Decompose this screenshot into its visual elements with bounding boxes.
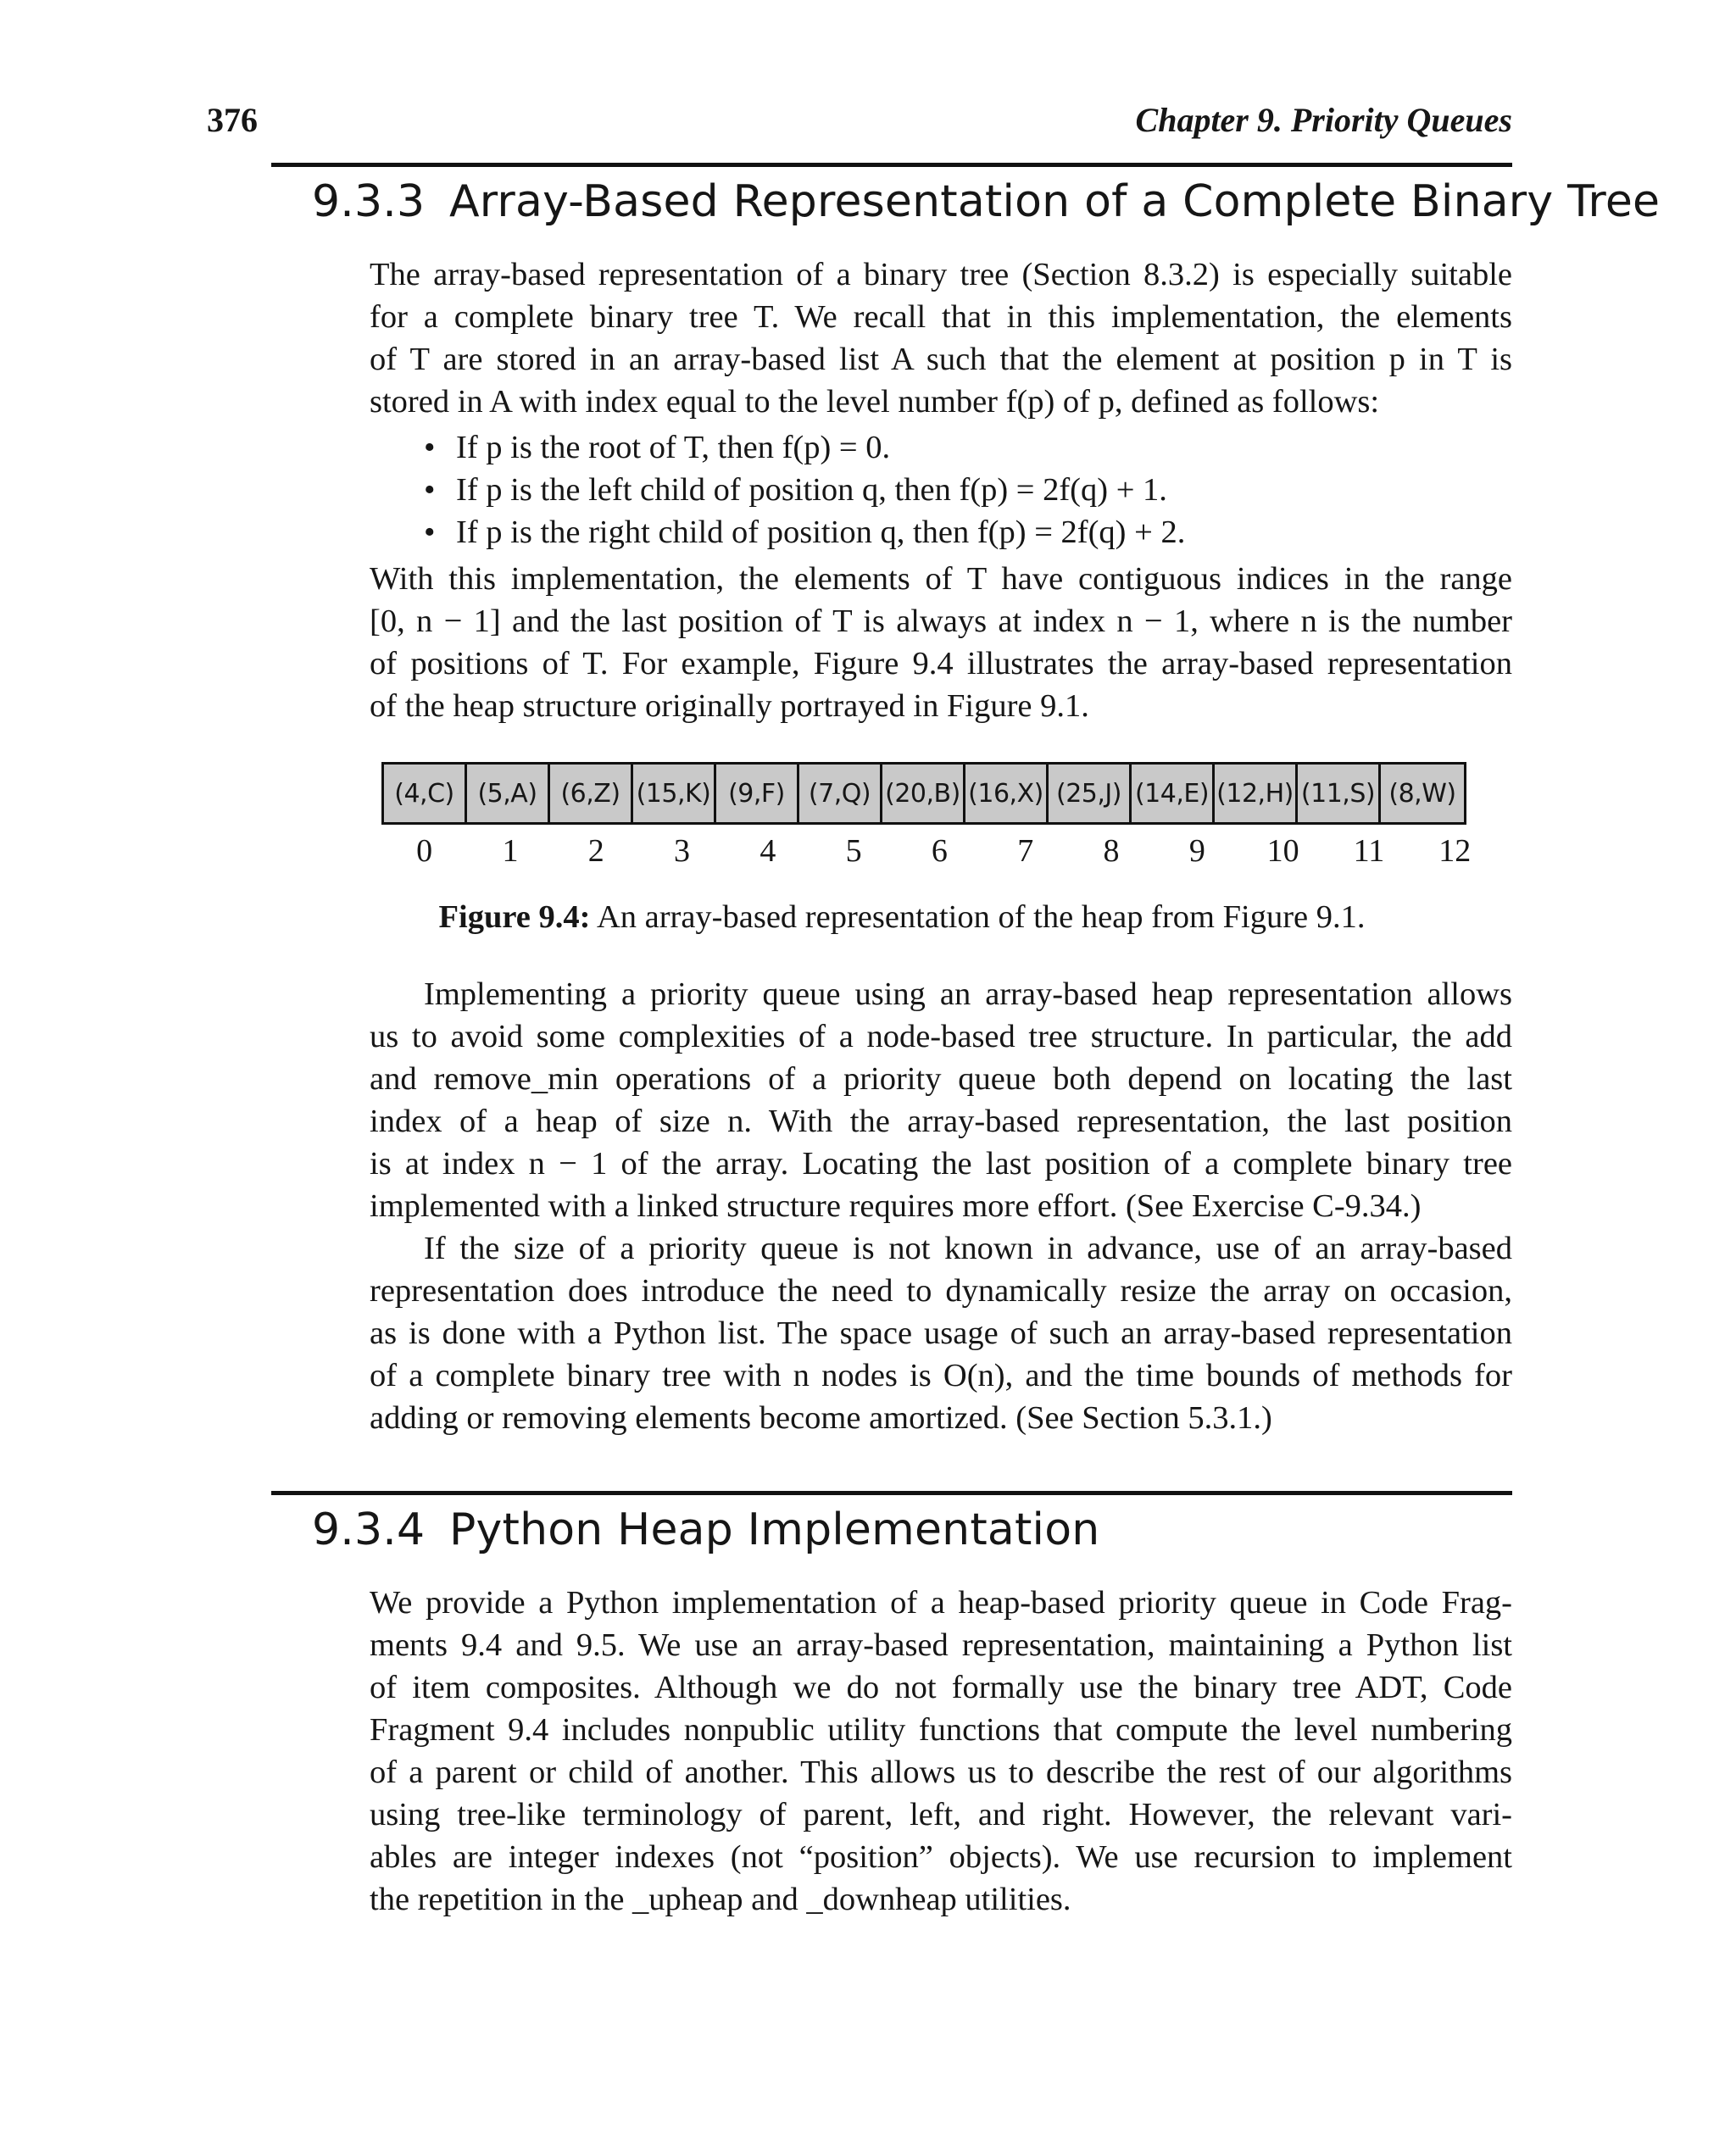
array-index: 12	[1438, 833, 1472, 869]
array-cell: (20,B)	[882, 765, 965, 822]
paragraph-line: If the size of a priority queue is not known in advance, use of an array-based	[424, 1231, 1512, 1266]
paragraph-line: implemented with a linked structure requires more effort. (See Exercise C-9.34.)	[370, 1188, 1422, 1224]
array-index: 6	[931, 833, 948, 869]
array-index: 9	[1188, 833, 1205, 869]
paragraph-line: With this implementation, the elements of T have contiguous indices in the range	[370, 561, 1512, 597]
paragraph-line: of a parent or child of another. This allows us to describe the rest of our algorithms	[370, 1755, 1512, 1790]
array-cell: (5,A)	[467, 765, 550, 822]
array-index: 1	[502, 833, 519, 869]
section-heading-9-3-3	[312, 176, 1660, 227]
section-heading-9-3-4	[312, 1504, 1099, 1555]
paragraph-line: and remove_min operations of a priority queue both depend on locating the last	[370, 1061, 1512, 1097]
page-number: 376	[207, 101, 258, 139]
array-cell: (12,H)	[1215, 765, 1298, 822]
array-index: 4	[760, 833, 776, 869]
array-cell: (25,J)	[1049, 765, 1132, 822]
paragraph-line: [0, n − 1] and the last position of T is always at index n − 1, where n is the number	[370, 603, 1512, 639]
figure-caption	[0, 898, 1736, 936]
array-index-row	[381, 832, 1498, 870]
paragraph-line: stored in A with index equal to the level number f(p) of p, defined as follows:	[370, 384, 1380, 420]
array-index: 0	[416, 833, 433, 869]
bullet-dot: •	[424, 514, 436, 550]
array-cell: (7,Q)	[799, 765, 882, 822]
paragraph-line: The array-based representation of a binary tree (Section 8.3.2) is especially suitable	[370, 257, 1512, 292]
array-index: 3	[674, 833, 691, 869]
array-index: 7	[1017, 833, 1034, 869]
paragraph-line: for a complete binary tree T. We recall that in this implementation, the elements	[370, 299, 1512, 335]
paragraph-line: We provide a Python implementation of a heap-based priority queue in Code Frag-	[370, 1585, 1512, 1621]
bullet-text: If p is the root of T, then f(p) = 0.	[456, 430, 891, 465]
paragraph-line: us to avoid some complexities of a node-based tree structure. In particular, the add	[370, 1019, 1512, 1054]
section-rule	[271, 163, 1512, 167]
bullet-item	[424, 426, 890, 469]
paragraph-line: ments 9.4 and 9.5. We use an array-based representation, maintaining a Python list	[370, 1627, 1512, 1663]
section-title: Array-Based Representation of a Complete Binary Tree	[449, 176, 1661, 227]
paragraph-line: of positions of T. For example, Figure 9.4 illustrates the array-based representation	[370, 646, 1512, 681]
bullet-dot: •	[424, 472, 436, 508]
array-index: 10	[1266, 833, 1299, 869]
array-cell: (6,Z)	[550, 765, 633, 822]
paragraph-line: adding or removing elements become amortized. (See Section 5.3.1.)	[370, 1400, 1272, 1436]
bullet-dot: •	[424, 430, 436, 465]
figure-caption-text: An array-based representation of the heap from Figure 9.1.	[596, 899, 1366, 935]
paragraph-line: Implementing a priority queue using an array-based heap representation allows	[424, 976, 1512, 1012]
array-cell: (15,K)	[633, 765, 716, 822]
running-header: Chapter 9. Priority Queues	[1135, 101, 1512, 139]
section-rule	[271, 1491, 1512, 1495]
paragraph-line: of item composites. Although we do not formally use the binary tree ADT, Code	[370, 1670, 1512, 1705]
bullet-text: If p is the left child of position q, then f(p) = 2f(q) + 1.	[456, 472, 1167, 508]
array-cell: (16,X)	[965, 765, 1049, 822]
array-cell: (14,E)	[1132, 765, 1215, 822]
paragraph-line: representation does introduce the need to dynamically resize the array on occasion,	[370, 1273, 1512, 1309]
paragraph-line: Fragment 9.4 includes nonpublic utility functions that compute the level numbering	[370, 1712, 1512, 1748]
paragraph-line: of T are stored in an array-based list A such that the element at position p in T is	[370, 342, 1512, 377]
figure-label: Figure 9.4:	[438, 899, 591, 935]
paragraph-line: ables are integer indexes (not “position” objects). We use recursion to implement	[370, 1839, 1512, 1875]
paragraph-line: index of a heap of size n. With the array-based representation, the last position	[370, 1104, 1512, 1139]
section-number: 9.3.3	[312, 176, 426, 227]
section-title: Python Heap Implementation	[449, 1504, 1100, 1555]
paragraph-line: of the heap structure originally portrayed in Figure 9.1.	[370, 688, 1089, 724]
bullet-item	[424, 469, 1167, 511]
array-index: 5	[845, 833, 862, 869]
paragraph-line: of a complete binary tree with n nodes is O(n), and the time bounds of methods for	[370, 1358, 1512, 1393]
section-number: 9.3.4	[312, 1504, 426, 1555]
array-cell: (9,F)	[716, 765, 799, 822]
array-cell: (11,S)	[1298, 765, 1381, 822]
paragraph-line: is at index n − 1 of the array. Locating the last position of a complete binary tree	[370, 1146, 1512, 1182]
bullet-item	[424, 511, 1185, 553]
array-index: 2	[587, 833, 604, 869]
paragraph-line: the repetition in the _upheap and _downheap utilities.	[370, 1882, 1071, 1917]
bullet-text: If p is the right child of position q, then f(p) = 2f(q) + 2.	[456, 514, 1186, 550]
array-index: 8	[1103, 833, 1120, 869]
paragraph-line: as is done with a Python list. The space usage of such an array-based representation	[370, 1315, 1512, 1351]
paragraph-line: using tree-like terminology of parent, left, and right. However, the relevant vari-	[370, 1797, 1512, 1832]
array-cell: (4,C)	[384, 765, 467, 822]
array-index: 11	[1353, 833, 1385, 869]
array-cell: (8,W)	[1388, 778, 1456, 809]
heap-array-figure	[381, 762, 1466, 825]
